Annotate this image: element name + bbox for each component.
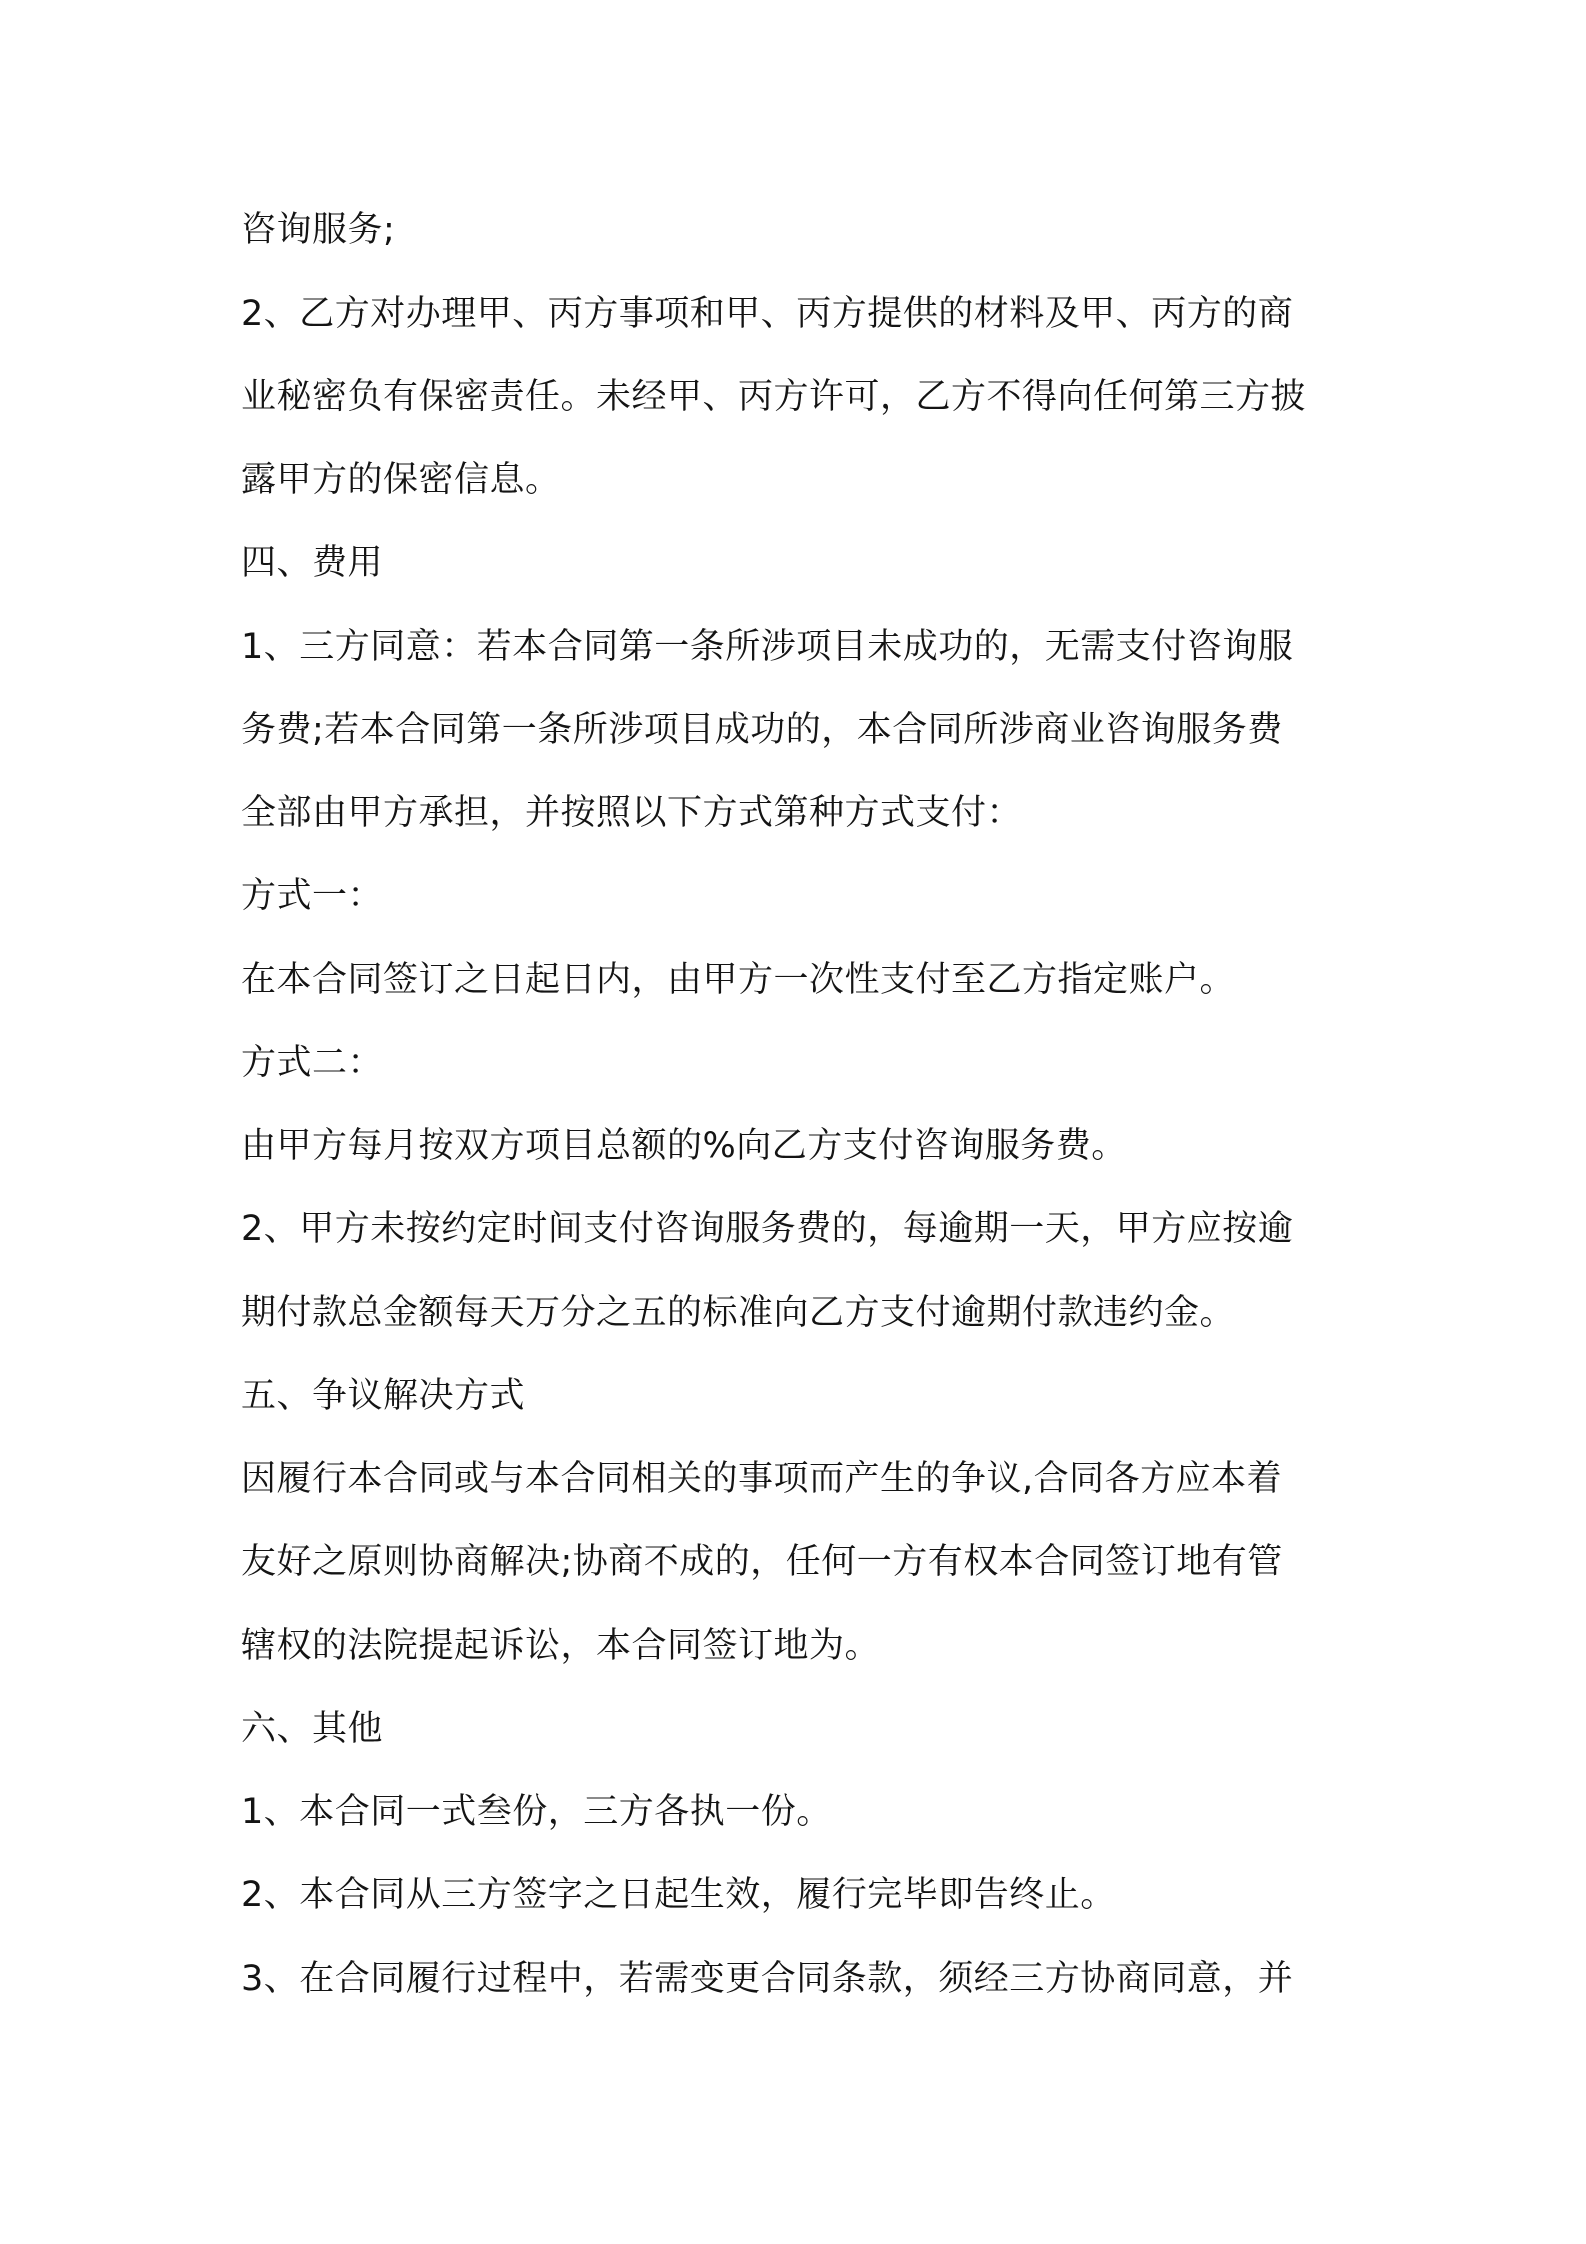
text-line: 2、本合同从三方签字之日起生效，履行完毕即告终止。 [241,1875,1116,1915]
text-line: 友好之原则协商解决;协商不成的，任何一方有权本合同签订地有管 [241,1542,1283,1582]
text-line: 方式二： [241,1043,384,1083]
text-line: 1、本合同一式叁份，三方各执一份。 [241,1792,832,1832]
text-line: 2、乙方对办理甲、丙方事项和甲、丙方提供的材料及甲、丙方的商 [241,294,1294,334]
text-line: 1、三方同意：若本合同第一条所涉项目未成功的，无需支付咨询服 [241,627,1294,667]
section-heading: 六、其他 [241,1709,384,1749]
text-line: 2、甲方未按约定时间支付咨询服务费的，每逾期一天，甲方应按逾 [241,1209,1294,1249]
text-line: 在本合同签订之日起日内，由甲方一次性支付至乙方指定账户。 [241,960,1236,1000]
section-heading: 五、争议解决方式 [241,1376,526,1416]
section-heading: 四、费用 [241,543,384,583]
text-line: 3、在合同履行过程中，若需变更合同条款，须经三方协商同意，并 [241,1959,1294,1999]
text-line: 务费;若本合同第一条所涉项目成功的，本合同所涉商业咨询服务费 [241,710,1283,750]
text-line: 咨询服务; [241,210,396,250]
text-line: 全部由甲方承担，并按照以下方式第种方式支付： [241,793,1023,833]
text-line: 方式一： [241,876,384,916]
text-line: 辖权的法院提起诉讼，本合同签订地为。 [241,1626,881,1666]
text-line: 由甲方每月按双方项目总额的%向乙方支付咨询服务费。 [241,1126,1127,1166]
text-line: 期付款总金额每天万分之五的标准向乙方支付逾期付款违约金。 [241,1293,1236,1333]
text-line: 露甲方的保密信息。 [241,460,561,500]
text-line: 业秘密负有保密责任。未经甲、丙方许可，乙方不得向任何第三方披 [241,377,1307,417]
text-line: 因履行本合同或与本合同相关的事项而产生的争议,合同各方应本着 [241,1459,1283,1499]
